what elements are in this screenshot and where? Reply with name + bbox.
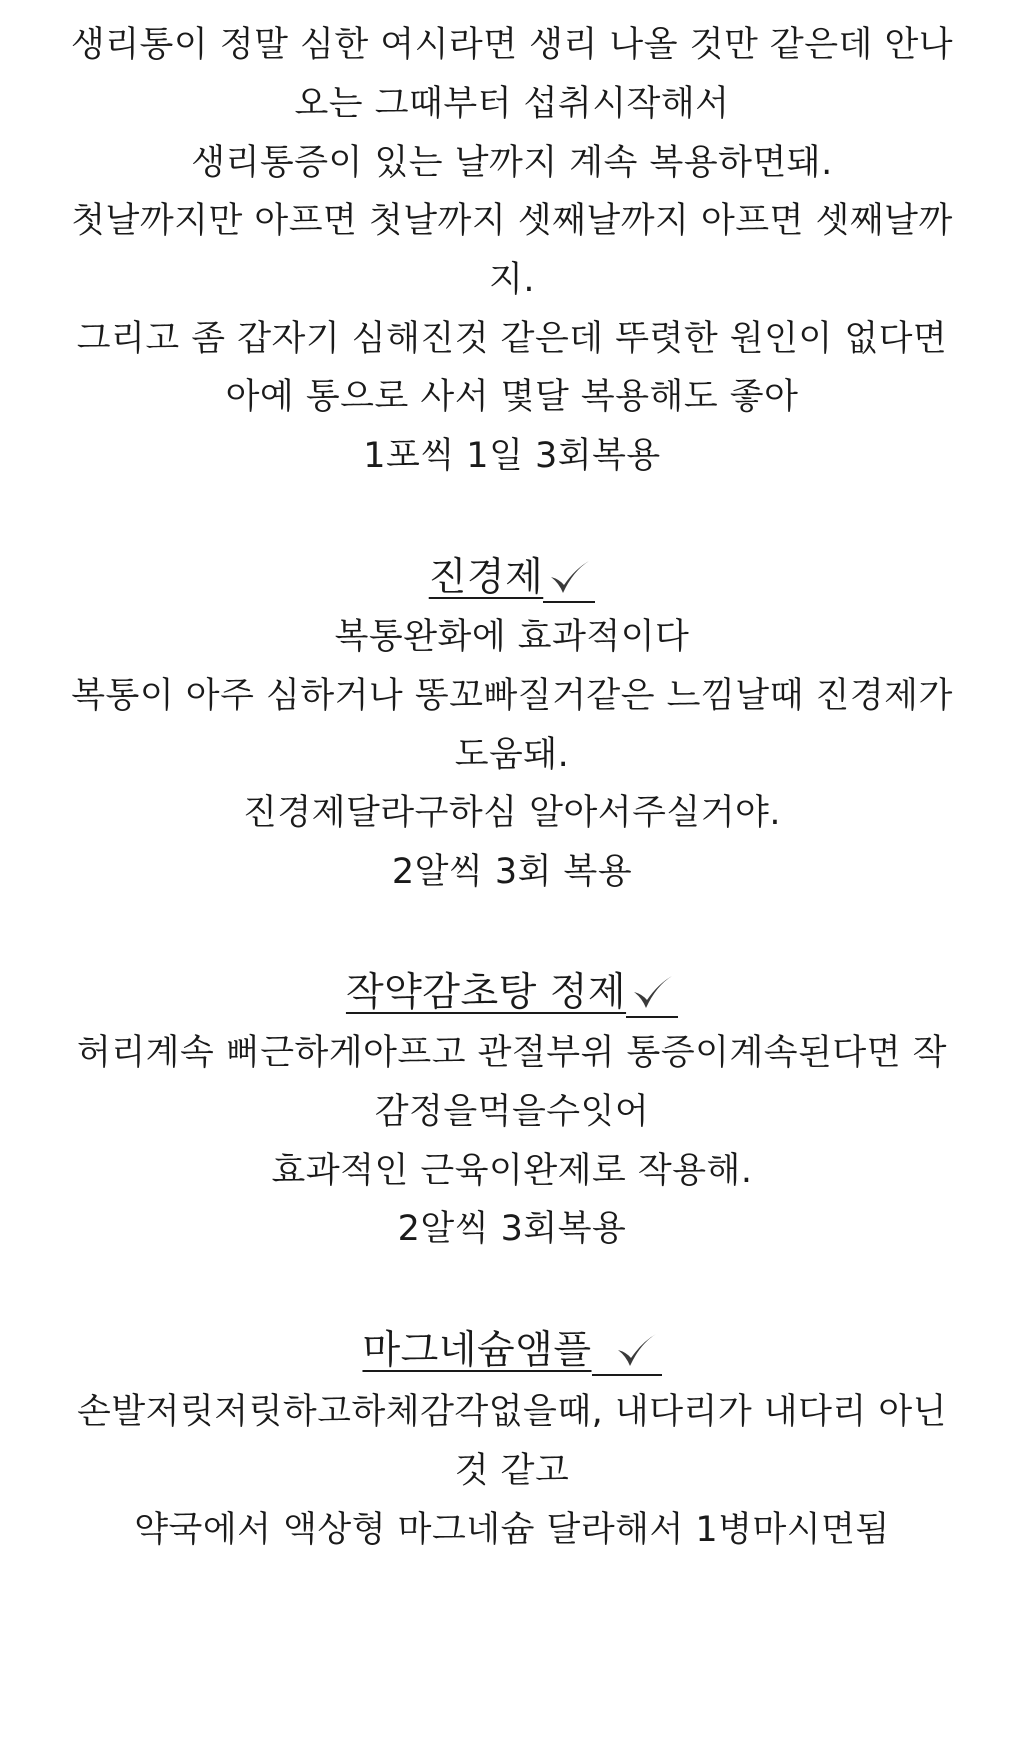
check-mark-icon [592,1328,662,1376]
text-line: 감정을먹을수잇어 [374,1092,650,1132]
text-line: 도움돼. [454,735,570,775]
section-title: 작약감초탕 정제 [345,970,627,1015]
text-line: 허리계속 뻐근하게아프고 관절부위 통증이계속된다면 작 [77,1033,947,1073]
check-mark-icon [543,555,595,603]
text-line: 첫날까지만 아프면 첫날까지 셋째날까지 아프면 셋째날까 [71,201,953,241]
text-line: 복통이 아주 심하거나 똥꼬빠질거같은 느낌날때 진경제가 [71,676,953,716]
section-heading [40,970,984,1016]
text-line: 2알씩 3회복용 [397,1209,627,1249]
text-line: 1포씩 1일 3회복용 [363,436,661,476]
text-line: 손발저릿저릿하고하체감각없을때, 내다리가 내다리 아닌 [77,1392,947,1432]
text-line: 생리통증이 있는 날까지 계속 복용하면돼. [191,143,833,183]
text-line: 지. [489,260,535,300]
text-line: 약국에서 액상형 마그네슘 달라해서 1병마시면됨 [134,1510,890,1550]
text-line: 복통완화에 효과적이다 [334,617,690,657]
text-line: 생리통이 정말 심한 여시라면 생리 나올 것만 같은데 안나 [70,25,954,65]
text-line: 그리고 좀 갑자기 심해진것 같은데 뚜렷한 원인이 없다면 [76,319,948,359]
text-line: 것 같고 [454,1451,570,1491]
text-line: 2알씩 3회 복용 [391,852,633,892]
section-heading [40,1328,984,1374]
section-title: 진경제 [428,555,544,600]
section-heading [40,555,984,601]
text-line: 아예 통으로 사서 몇달 복용해도 좋아 [225,377,799,417]
text-line: 오는 그때부터 섭취시작해서 [294,84,730,124]
text-line: 효과적인 근육이완제로 작용해. [271,1151,753,1191]
check-mark-icon [626,970,678,1018]
text-line: 진경제달라구하심 알아서주실거야. [243,793,781,833]
section-title: 마그네슘앰플 [362,1328,592,1373]
